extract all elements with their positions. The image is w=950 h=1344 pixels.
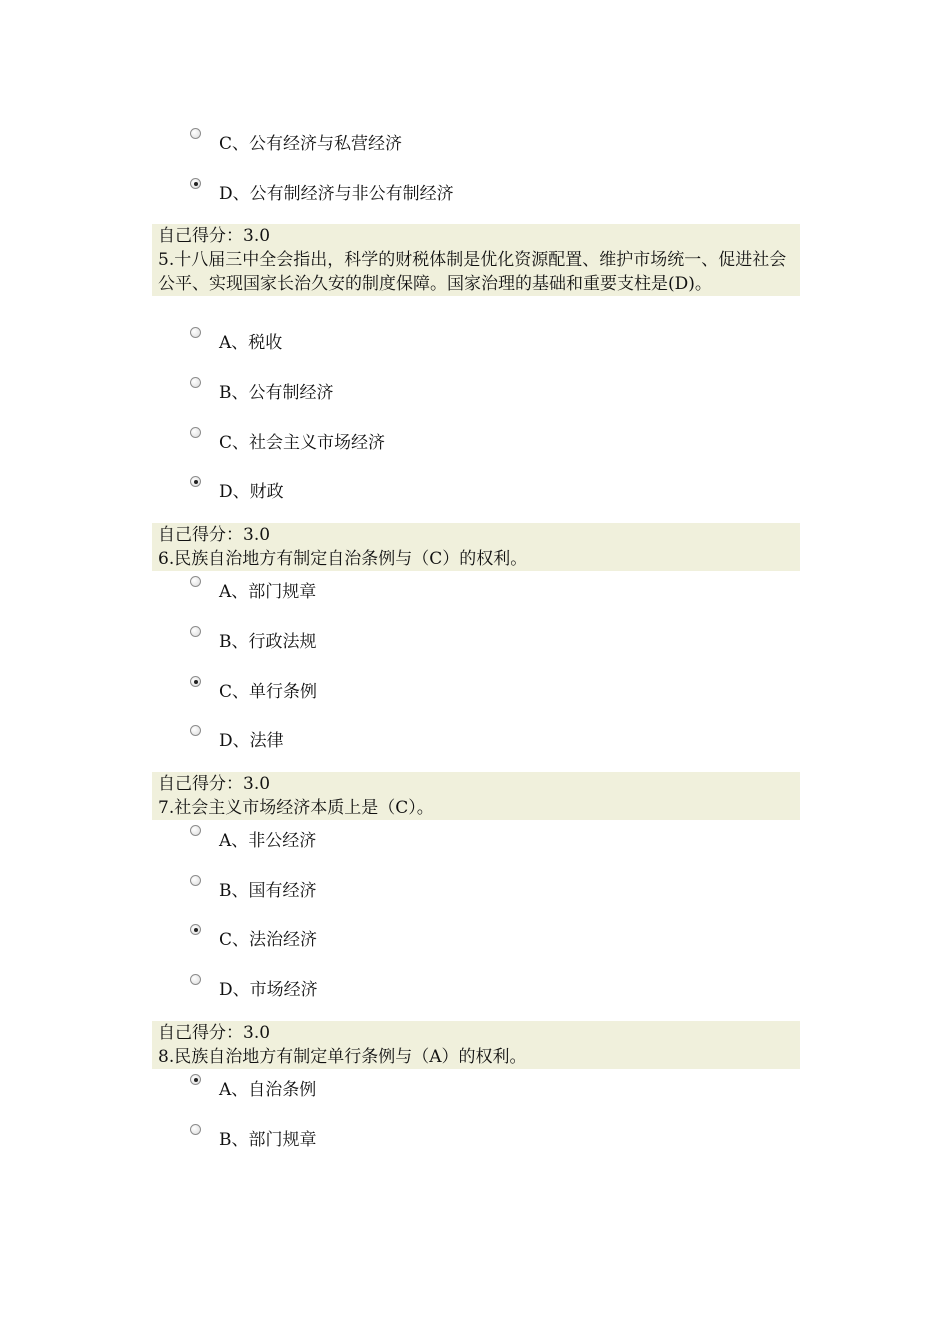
score-text: 自己得分：3.0 xyxy=(158,525,271,545)
radio-button-selected[interactable] xyxy=(190,924,201,935)
question-header xyxy=(152,224,800,296)
q6-option-c[interactable] xyxy=(190,678,317,704)
q7-option-a[interactable] xyxy=(190,827,316,853)
q5-option-b[interactable] xyxy=(190,379,334,405)
option-label: A、税收 xyxy=(219,333,283,353)
q5-option-c[interactable] xyxy=(190,429,385,455)
q7-option-b[interactable] xyxy=(190,877,317,903)
radio-button[interactable] xyxy=(190,128,201,139)
q7-option-c[interactable] xyxy=(190,926,317,952)
q8-option-b[interactable] xyxy=(190,1126,317,1152)
q4-option-d[interactable] xyxy=(190,180,454,206)
option-label: D、财政 xyxy=(219,482,284,502)
question-text: 6.民族自治地方有制定自治条例与（C）的权利。 xyxy=(158,549,528,569)
radio-button[interactable] xyxy=(190,576,201,587)
option-label: D、法律 xyxy=(219,731,284,751)
q5-option-d[interactable] xyxy=(190,478,284,504)
option-label: B、部门规章 xyxy=(219,1130,317,1150)
score-text: 自己得分：3.0 xyxy=(158,226,271,246)
option-label: C、公有经济与私营经济 xyxy=(219,134,403,154)
option-label: A、非公经济 xyxy=(219,831,317,851)
q6-option-b[interactable] xyxy=(190,628,317,654)
option-label: A、部门规章 xyxy=(219,582,317,602)
radio-button[interactable] xyxy=(190,974,201,985)
question-text: 8.民族自治地方有制定单行条例与（A）的权利。 xyxy=(158,1047,527,1067)
q6-option-a[interactable] xyxy=(190,578,316,604)
q6-option-d[interactable] xyxy=(190,727,284,753)
radio-button[interactable] xyxy=(190,377,201,388)
q5-option-a[interactable] xyxy=(190,329,282,355)
option-label: B、国有经济 xyxy=(219,881,317,901)
score-text: 自己得分：3.0 xyxy=(158,1023,271,1043)
q8-option-a[interactable] xyxy=(190,1076,316,1102)
question-header xyxy=(152,1021,800,1069)
radio-button[interactable] xyxy=(190,626,201,637)
radio-button[interactable] xyxy=(190,327,201,338)
option-label: D、市场经济 xyxy=(219,980,318,1000)
q7-option-d[interactable] xyxy=(190,976,318,1002)
option-label: A、自治条例 xyxy=(219,1080,317,1100)
radio-button-selected[interactable] xyxy=(190,676,201,687)
question-text: 7.社会主义市场经济本质上是（C）。 xyxy=(158,798,434,818)
option-label: C、法治经济 xyxy=(219,930,318,950)
option-label: D、公有制经济与非公有制经济 xyxy=(219,184,454,204)
radio-button[interactable] xyxy=(190,825,201,836)
radio-button[interactable] xyxy=(190,875,201,886)
option-label: B、公有制经济 xyxy=(219,383,334,403)
radio-button[interactable] xyxy=(190,725,201,736)
radio-button-selected[interactable] xyxy=(190,178,201,189)
score-text: 自己得分：3.0 xyxy=(158,774,271,794)
radio-button-selected[interactable] xyxy=(190,1074,201,1085)
question-text: 5.十八届三中全会指出，科学的财税体制是优化资源配置、维护市场统一、促进社会公平、实现国家长治久安的制度保障。国家治理的基础和重要支柱是(D)。 xyxy=(158,250,787,294)
radio-button-selected[interactable] xyxy=(190,476,201,487)
question-header xyxy=(152,523,800,571)
q4-option-c[interactable] xyxy=(190,130,402,156)
question-header xyxy=(152,772,800,820)
option-label: B、行政法规 xyxy=(219,632,317,652)
option-label: C、单行条例 xyxy=(219,682,318,702)
radio-button[interactable] xyxy=(190,1124,201,1135)
radio-button[interactable] xyxy=(190,427,201,438)
option-label: C、社会主义市场经济 xyxy=(219,433,386,453)
